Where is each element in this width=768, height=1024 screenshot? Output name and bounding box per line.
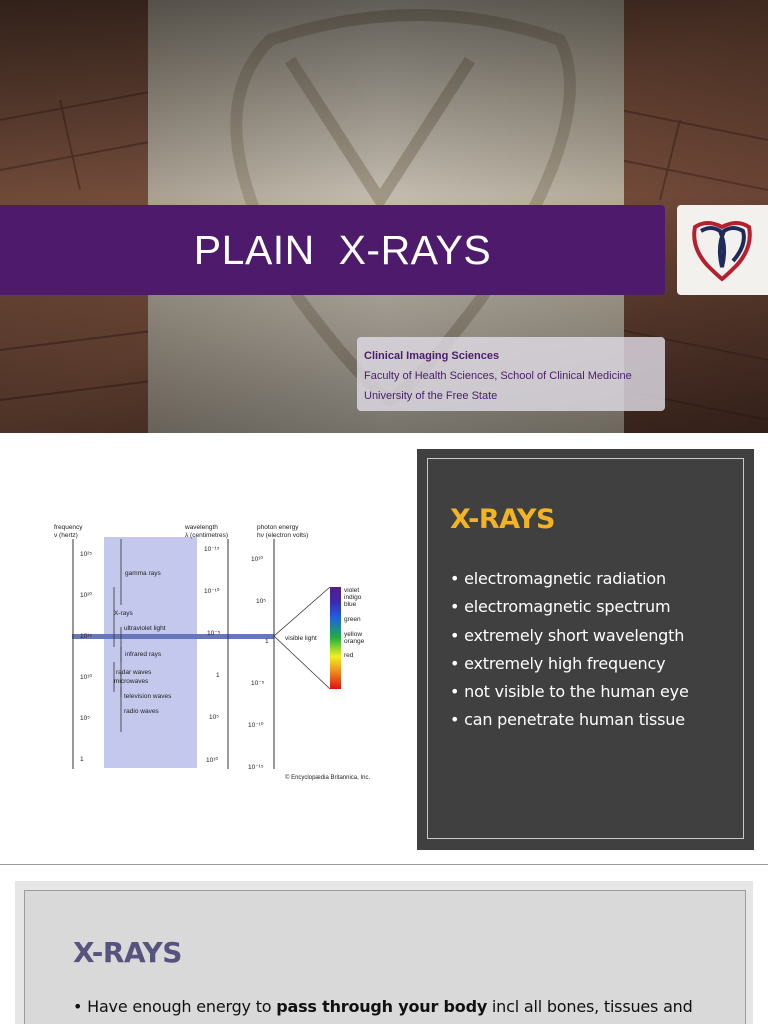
university-logo	[677, 205, 768, 295]
band-label: television waves	[124, 693, 172, 700]
electromagnetic-spectrum-figure	[44, 517, 388, 783]
band-label: gamma rays	[125, 570, 161, 577]
wave-tick: 10⁻¹⁵	[204, 546, 220, 553]
energy-header-2: hν (electron volts)	[257, 532, 309, 539]
freq-header-2: ν (hertz)	[54, 532, 78, 539]
color-label: orange	[344, 638, 365, 645]
color-label: yellow	[344, 631, 363, 638]
wave-tick: 10⁻⁵	[207, 630, 221, 637]
bullet-item: • extremely short wavelength	[450, 625, 685, 645]
wave-tick: 10⁻¹⁰	[204, 588, 220, 595]
freq-tick: 10⁵	[80, 715, 90, 722]
bullet-item: • can penetrate human tissue	[450, 710, 685, 730]
energy-tick: 10⁻¹⁰	[248, 722, 264, 729]
color-label: blue	[344, 601, 357, 608]
color-label: indigo	[344, 594, 362, 601]
bullet-bold: pass through your body	[276, 997, 488, 1016]
wave-header-1: wavelength	[185, 524, 218, 531]
wave-tick: 10¹⁰	[206, 757, 219, 764]
xrays-overview-slide	[0, 433, 768, 865]
freq-header-1: frequency	[54, 524, 83, 531]
color-label: green	[344, 616, 361, 623]
energy-tick: 1	[265, 638, 269, 645]
freq-tick: 10²⁰	[80, 592, 93, 599]
visible-colors-bar	[330, 587, 341, 689]
color-label: violet	[344, 587, 360, 594]
energy-tick: 10⁻¹⁵	[248, 764, 264, 771]
visible-line	[72, 634, 274, 639]
band-label: microwaves	[114, 678, 149, 685]
bullet-suffix: incl all bones, tissues and	[487, 997, 693, 1016]
xrays-energy-slide	[15, 881, 753, 1024]
title-slide	[0, 0, 768, 433]
bullet-prefix: • Have enough energy to	[73, 997, 277, 1016]
panel-bullet-list	[450, 569, 689, 739]
freq-tick: 1	[80, 756, 84, 763]
bullet-item: • not visible to the human eye	[450, 682, 689, 702]
freq-tick: 10²⁵	[80, 551, 93, 558]
energy-header-1: photon energy	[257, 524, 299, 531]
band-label: radio waves	[124, 708, 159, 715]
freq-tick: 10¹⁰	[80, 674, 93, 681]
visible-light-label: visible light	[285, 635, 317, 642]
title-band	[0, 205, 665, 295]
wave-tick: 10⁵	[209, 714, 219, 721]
freq-tick: 10¹⁵	[80, 633, 93, 640]
bullet-item: • electromagnetic radiation	[450, 569, 666, 588]
slide-title: PLAIN X-RAYS	[193, 226, 492, 273]
figure-credit: © Encyclopædia Britannica, Inc.	[285, 775, 371, 781]
wave-tick: 1	[216, 672, 220, 679]
xrays-info-panel	[417, 449, 754, 850]
slide3-bullet	[73, 997, 693, 1016]
panel-heading: X-RAYS	[450, 504, 555, 535]
slide-divider	[0, 864, 768, 865]
band-label: infrared rays	[125, 651, 162, 658]
energy-tick: 10⁵	[256, 598, 266, 605]
logo-icon	[687, 217, 757, 283]
faculty-name: Faculty of Health Sciences, School of Clinical Medicine	[364, 370, 632, 382]
affiliation-box	[357, 337, 665, 411]
slide3-heading: X-RAYS	[73, 936, 182, 969]
color-label: red	[344, 652, 354, 659]
band-label: radar waves	[116, 669, 152, 676]
band-label: X-rays	[114, 610, 133, 617]
university-name: University of the Free State	[364, 390, 498, 402]
panel-frame	[427, 458, 744, 839]
bullet-item: • extremely high frequency	[450, 653, 666, 673]
energy-tick: 10⁻⁵	[251, 680, 265, 687]
slide3-frame	[24, 890, 746, 1024]
band-label: ultraviolet light	[124, 625, 166, 632]
wave-header-2: λ (centimetres)	[185, 532, 228, 539]
bullet-item: • electromagnetic spectrum	[450, 597, 671, 617]
energy-tick: 10¹⁰	[251, 556, 264, 563]
department-name: Clinical Imaging Sciences	[364, 350, 500, 362]
